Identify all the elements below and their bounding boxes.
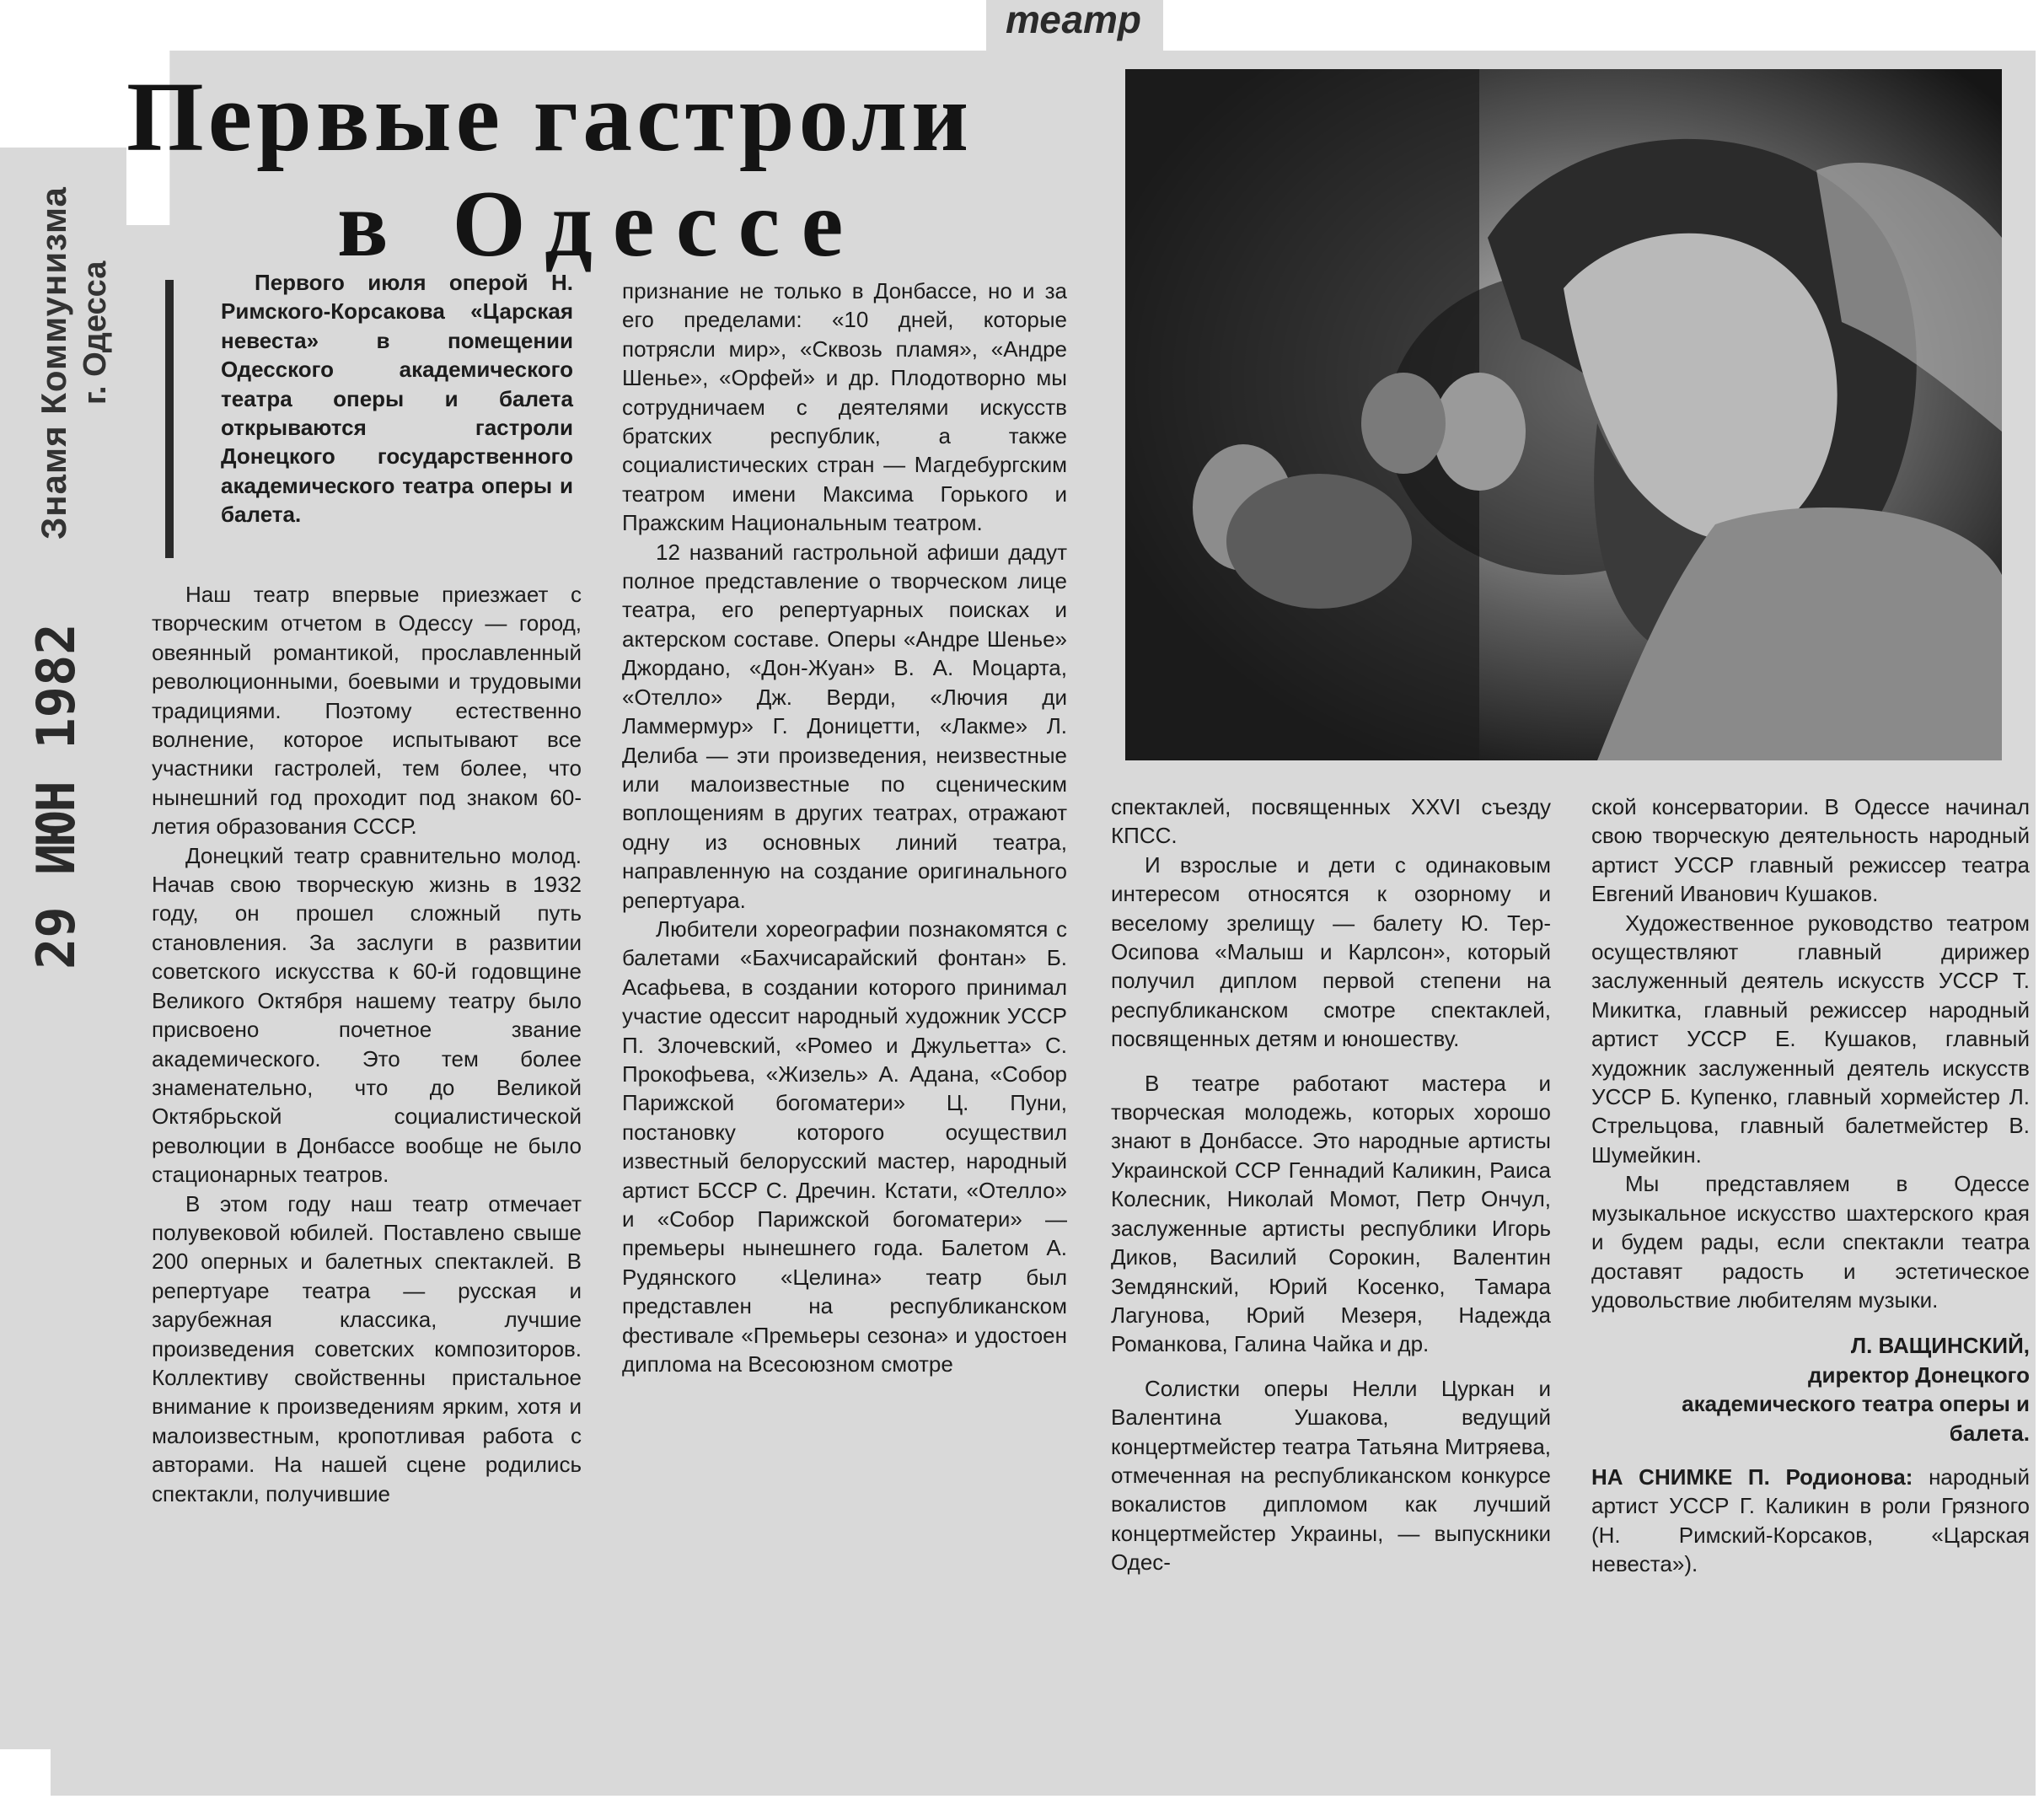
headline-line-1: Первые гастроли	[126, 62, 974, 172]
col1-paragraph-3: В этом году наш театр отмечает полувековой юбилей. Поставлено свыше 200 оперных и балетных спектаклей. В репертуаре театра — русская и зарубежная классика, лучшие произведения советских композиторов. Коллективу свойственны пристальное внимание к произведениям ярким, хотя и малоизвестным, кропотливая работа с авторами. На нашей сцене родились спектакли, получившие	[152, 1190, 582, 1506]
signature-name: Л. ВАЩИНСКИЙ,	[1850, 1333, 2030, 1359]
caption-text: народный артист УССР Г. Каликин в роли Грязного (Н. Римский-Корсаков, «Царская невеста»).	[1591, 1463, 2030, 1577]
col4-paragraph-2: Художественное руководство театром осуществляют главный дирижер заслуженный деятель искусств УССР Т. Микитка, главный режиссер народный артист УССР Е. Кушаков, главный художник заслуженный деятель искусств УССР Б. Купенко, главный хормейстер Л. Стрельцова, главный балетмейстер В. Шумейкин.	[1591, 910, 2030, 1168]
article-column-2	[622, 277, 1067, 1786]
article-column-3	[1111, 792, 1551, 1787]
article-column-1	[152, 580, 582, 1786]
photo-image	[1125, 69, 2002, 760]
col1-paragraph-2: Донецкий театр сравнительно молод. Начав свою творческую жизнь в 1932 году, он прошел сложный путь становления. За заслуги в развитии советского искусства к 60-й годовщине Великого Октября нашему театру было присвоено почетное звание академического. Это тем более знаменательно, что до Великой Октябрьской социалистической революции в Донбассе вообще не было стационарных театров.	[152, 842, 582, 1188]
col2-paragraph-3: Любители хореографии познакомятся с балетами «Бахчисарайский фонтан» Б. Асафьева, в создании которого принимал участие одессит народный художник УССР П. Злочевский, «Ромео и Джульетта» С. Прокофьева, «Жизель» А. Адана, «Собор Парижской богоматери» Ц. Пуни, постановку которого осуществил известный белорусский мастер, народный артист БССР С. Дречин. Кстати, «Отелло» и «Собор Парижской богоматери» — премьеры нынешнего года. Балетом А. Рудянского «Целина» театр был представлен на республиканском фестивале «Премьеры сезона» и удостоен диплома на Всесоюзном смотре	[622, 916, 1067, 1377]
col2-paragraph-1: признание не только в Донбассе, но и за его пределами: «10 дней, которые потрясли мир», «Сквозь пламя», «Андре Шенье», «Орфей» и др. Плодотворно мы сотрудничаем с деятелями искусств братских республик, а также социалистических стран — Магдебургским театром имени Максима Горького и Пражским Национальным театром.	[622, 278, 1067, 536]
photo-actor-portrait	[1125, 69, 2002, 760]
masthead-newspaper: Знамя Коммунизма	[34, 186, 73, 540]
photo-caption	[1591, 1463, 2030, 1579]
col3-paragraph-1: спектаклей, посвященных XXVI съезду КПСС.	[1111, 794, 1551, 849]
section-tag: театр	[1006, 0, 1142, 41]
headline-line-2: в Одессе	[337, 172, 864, 277]
col3-paragraph-4: Солистки оперы Нелли Цуркан и Валентина Ушакова, ведущий концертмейстер театра Татьяна Митряева, отмеченная на республиканском конкурсе вокалистов дипломом как лучший концертмейстер Украины, — выпускники Одес-	[1111, 1375, 1551, 1576]
col4-paragraph-3: Мы представляем в Одессе музыкальное искусство шахтерского края и будем рады, если спектакли театра доставят радость и эстетическое удовольствие любителям музыки.	[1591, 1171, 2030, 1313]
lead-paragraph: Первого июля оперой Н. Римского-Корсакова «Царская невеста» в помещении Одесского академического театра оперы и балета открываются гастроли Донецкого государственного академического театра оперы и балета.	[221, 270, 573, 528]
col3-paragraph-2: И взрослые и дети с одинаковым интересом относятся к озорному и веселому зрелищу — балету Ю. Тер-Осипова «Малыш и Карлсон», который получил диплом первой степени на республиканском смотре спектаклей, посвященных детям и юношеству.	[1111, 851, 1551, 1052]
lead-bar	[165, 280, 174, 558]
masthead-city: г. Одесса	[78, 260, 113, 405]
col2-paragraph-2: 12 названий гастрольной афиши дадут полное представление о творческом лице театра, его репертуарных поисках и актерском составе. Оперы «Андре Шенье» Джордано, «Дон-Жуан» В. А. Моцарта, «Отелло» Дж. Верди, «Лючия ди Ламмермур» Г. Доницетти, «Лакме» Л. Делиба — эти произведения, неизвестные или малоизвестные по сценическим воплощениям в других театрах, отражают одну из основных линий театра, направленную на создание оригинального репертуара.	[622, 539, 1067, 913]
col1-paragraph-1: Наш театр впервые приезжает с творческим отчетом в Одессу — город, овеянный романтикой, прославленный революционными, боевыми и трудовыми традициями. Поэтому естественно волнение, которое испытывают все участники гастролей, тем более, что нынешний год проходит под знаком 60-летия образования СССР.	[152, 582, 582, 840]
col4-paragraph-1: ской консерватории. В Одессе начинал свою творческую деятельность народный артист УССР главный режиссер театра Евгений Иванович Кушаков.	[1591, 794, 2030, 907]
caption-label: НА СНИМКЕ П. Родионова:	[1591, 1463, 1913, 1490]
signature-position: директор Донецкого академического театра оперы и балета.	[1682, 1361, 2030, 1446]
date-stamp: 29 ИЮН 1982	[25, 623, 87, 969]
article-column-4	[1591, 792, 2030, 1787]
col3-paragraph-3: В театре работают мастера и творческая молодежь, которых хорошо знают в Донбассе. Это народные артисты Украинской ССР Геннадий Каликин, Раиса Колесник, Николай Момот, Петр Ончул, заслуженные артисты республики Игорь Диков, Василий Сорокин, Валентин Земдянский, Юрий Косенко, Тамара Лагунова, Юрий Мезеря, Надежда Романкова, Галина Чайка и др.	[1111, 1070, 1551, 1357]
